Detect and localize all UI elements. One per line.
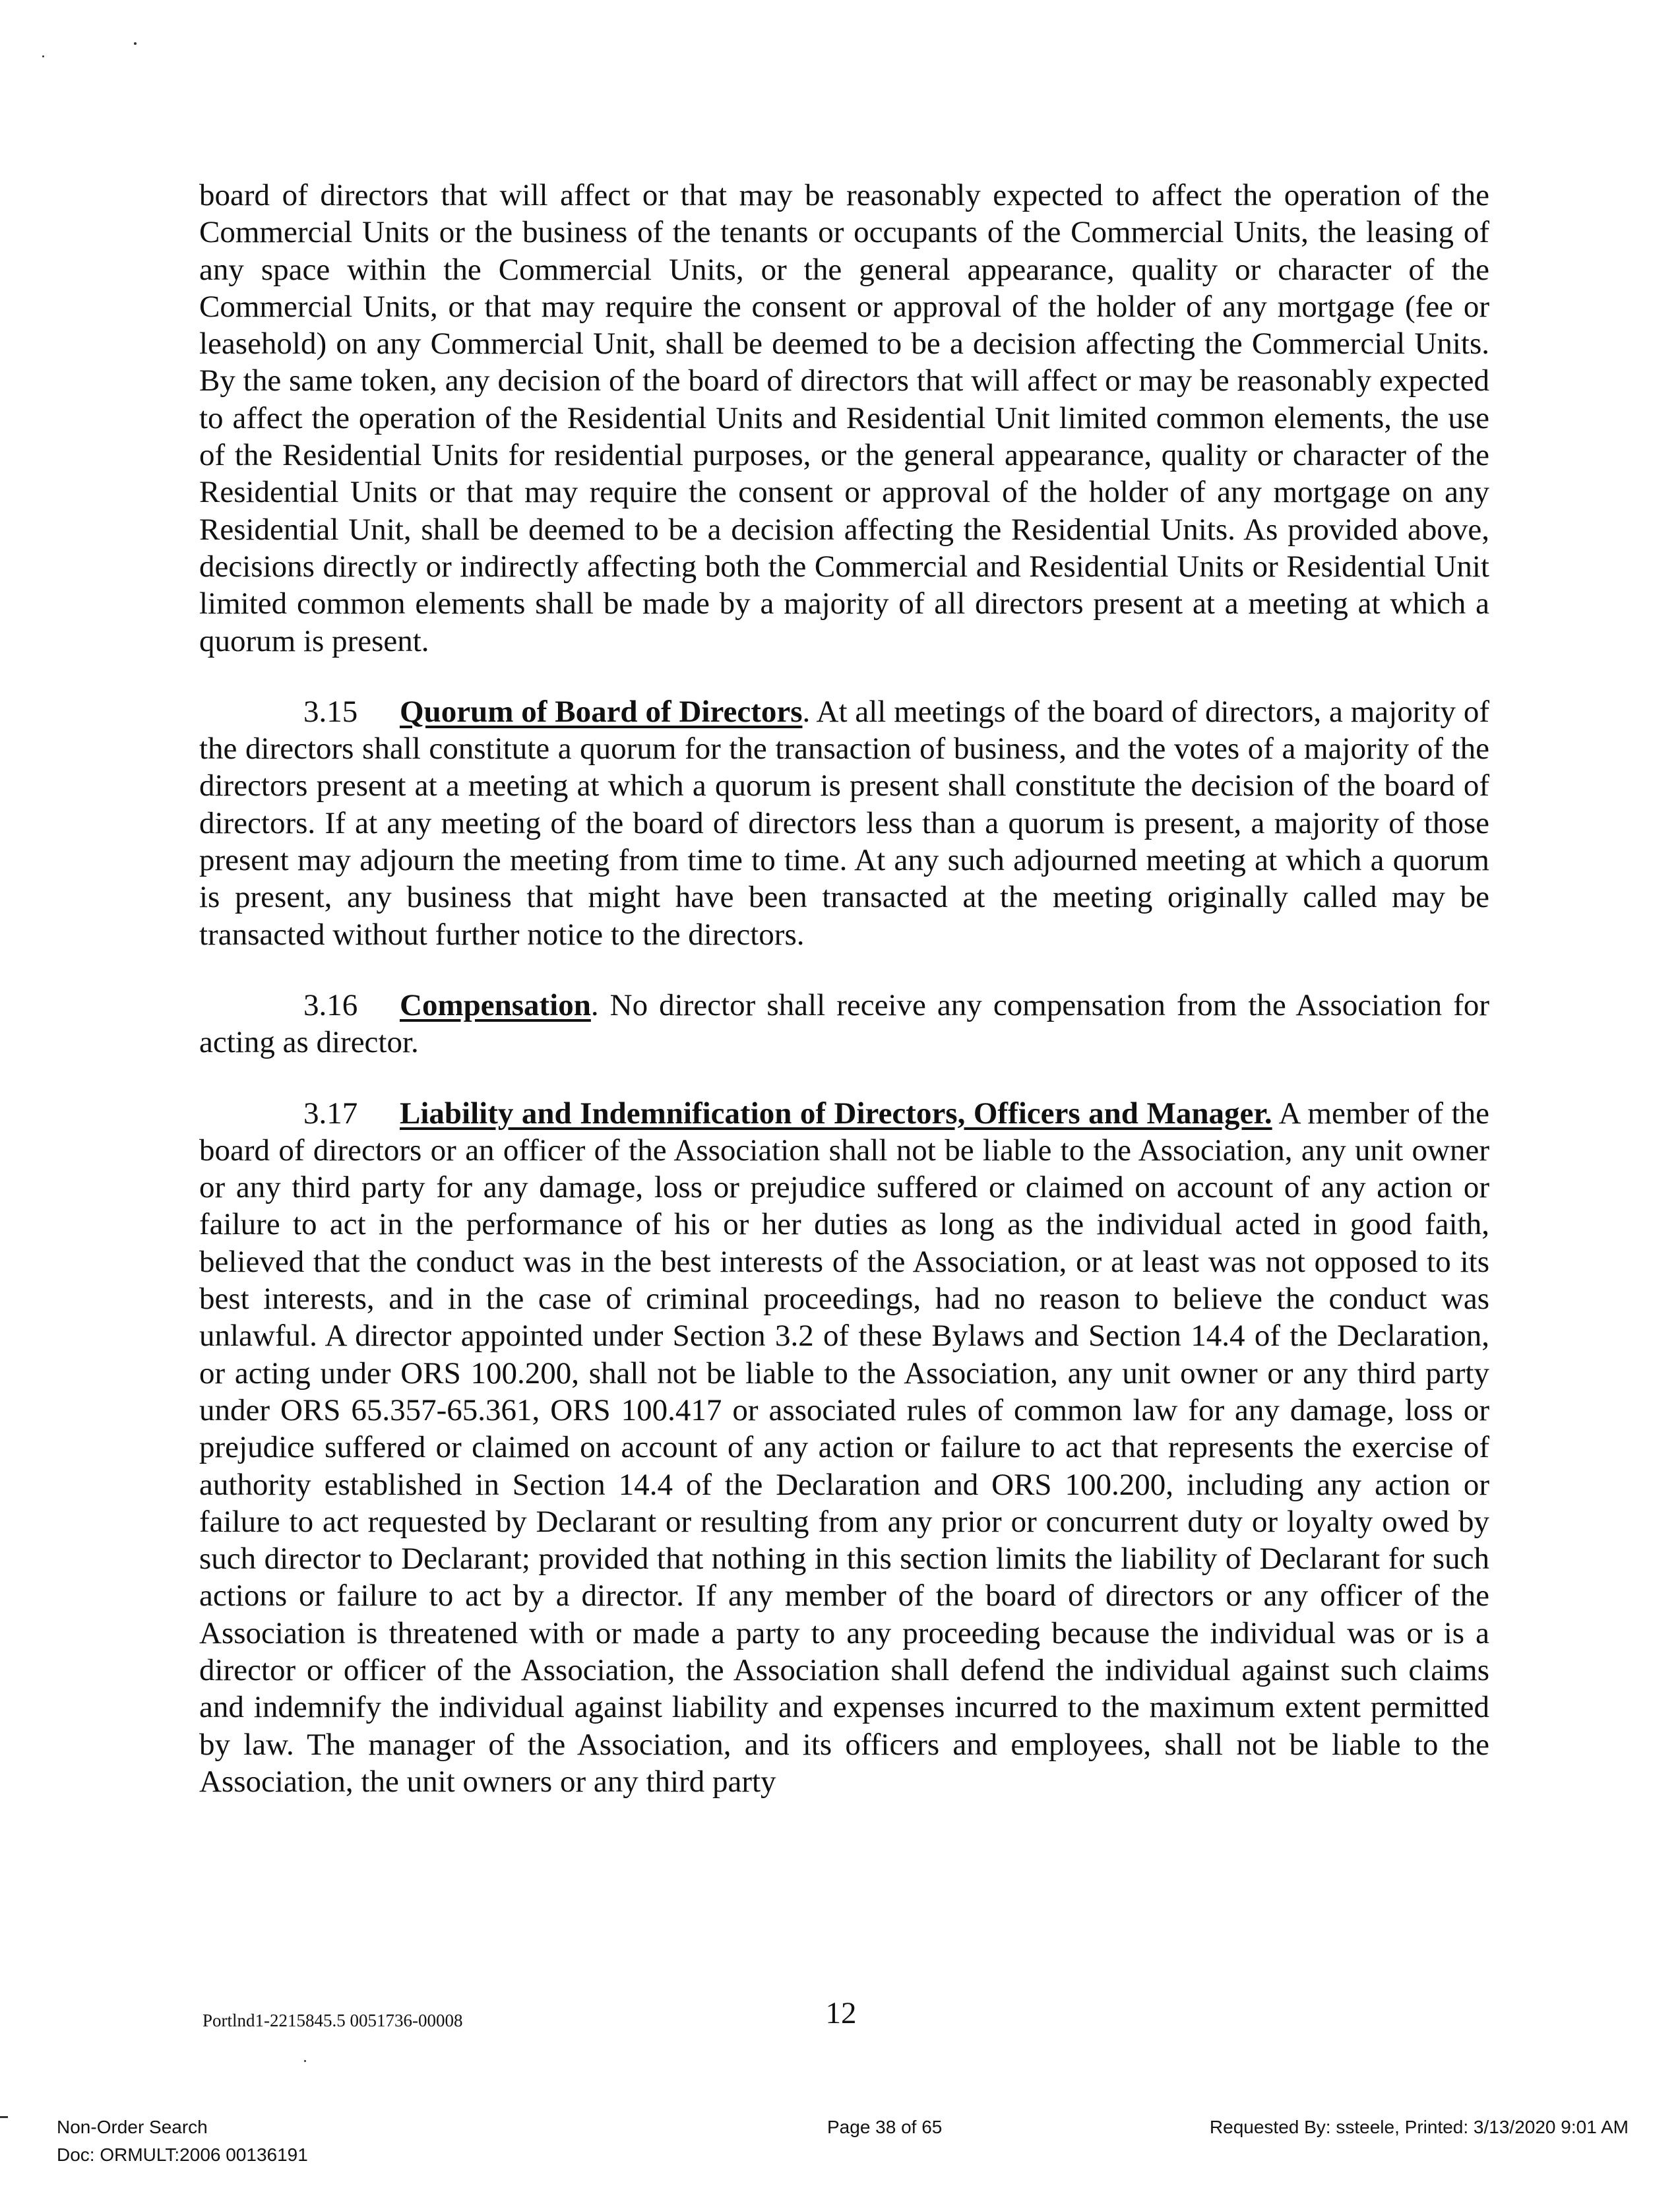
document-body [199,177,1489,1800]
stamp-doc-id: Doc: ORMULT:2006 00136191 [57,2144,308,2165]
stamp-page-count: Page 38 of 65 [827,2117,943,2137]
scan-speck [304,2060,306,2062]
paragraph-continued: board of directors that will affect or that may be reasonably expected to affect the operation of the Commercial Units or the business of the tenants or occupants of the Commercial Units, the leasing of any space within the Commercial Units, or the general appearance, quality or character of the Commercial Units, or that may require the consent or approval of the holder of any mortgage (fee or leasehold) on any Commercial Unit, shall be deemed to be a decision affecting the Commercial Units. By the same token, any decision of the board of directors that will affect or may be reasonably expected to affect the operation of the Residential Units and Residential Unit limited common elements, the use of the Residential Units for residential purposes, or the general appearance, quality or character of the Residential Units or that may require the consent or approval of the holder of any mortgage on any Residential Unit, shall be deemed to be a decision affecting the Residential Units. As provided above, decisions directly or indirectly affecting both the Commercial and Residential Units or Residential Unit limited common elements shall be made by a majority of all directors present at a meeting at which a quorum is present. [199,178,1489,658]
section-3-15 [199,693,1489,953]
stamp-search-type: Non-Order Search [57,2117,208,2137]
stamp-requested-by: Requested By: ssteele, Printed: 3/13/2020 9:01 AM [1209,2117,1629,2137]
section-heading: Compensation [400,987,591,1022]
scan-speck [134,42,137,45]
section-3-17 [199,1095,1489,1801]
scan-speck [42,55,44,57]
section-text: At all meetings of the board of directors, a majority of the directors shall constitute a quorum for the transaction of business, and the votes of a majority of the directors present at a meeting at which a quorum is present shall constitute the decision of the board of directors. If at any meeting of the board of directors less than a quorum is present, a majority of those present may adjourn the meeting from time to time. At any such adjourned meeting at which a quorum is present, any business that might have been transacted at the meeting originally called may be transacted without further notice to the directors. [199,694,1489,952]
edge-tick-mark [0,2116,8,2118]
section-text: A member of the board of directors or an officer of the Association shall not be liable to the Association, any unit owner or any third party for any damage, loss or prejudice suffered or claimed on account of any action or failure to act in the performance of his or her duties as long as the individual acted in good faith, believed that the conduct was in the best interests of the Association, or at least was not opposed to its best interests, and in the case of criminal proceedings, had no reason to believe the conduct was unlawful. A director appointed under Section 3.2 of these Bylaws and Section 14.4 of the Declaration, or acting under ORS 100.200, shall not be liable to the Association, any unit owner or any third party under ORS 65.357-65.361, ORS 100.417 or associated rules of common law for any damage, loss or prejudice suffered or claimed on account of any action or failure to act that represents the exercise of authority established in Section 14.4 of the Declaration and ORS 100.200, including any action or failure to act requested by Declarant or resulting from any prior or concurrent duty or loyalty owed by such director to Declarant; provided that nothing in this section limits the liability of Declarant for such actions or failure to act by a director. If any member of the board of directors or any officer of the Association is threatened with or made a party to any proceeding because the individual was or is a director or officer of the Association, the Association shall defend the individual against such claims and indemnify the individual against liability and expenses incurred to the maximum extent permitted by law. The manager of the Association, and its officers and employees, shall not be liable to the Association, the unit owners or any third party [199,1096,1489,1799]
section-number: 3.17 [303,1096,358,1131]
page-number: 12 [825,1996,857,2030]
heading-period: . [802,694,811,729]
section-text: No director shall receive any compensation from the Association for acting as director. [199,987,1489,1060]
footer-doc-reference: Portlnd1-2215845.5 0051736-00008 [202,2011,463,2030]
section-heading: Quorum of Board of Directors [400,694,803,729]
section-number: 3.15 [303,694,358,729]
section-heading: Liability and Indemnification of Directors, Officers and Manager. [400,1096,1272,1131]
section-number: 3.16 [303,987,358,1022]
heading-period: . [590,987,599,1022]
section-3-16 [199,987,1489,1061]
